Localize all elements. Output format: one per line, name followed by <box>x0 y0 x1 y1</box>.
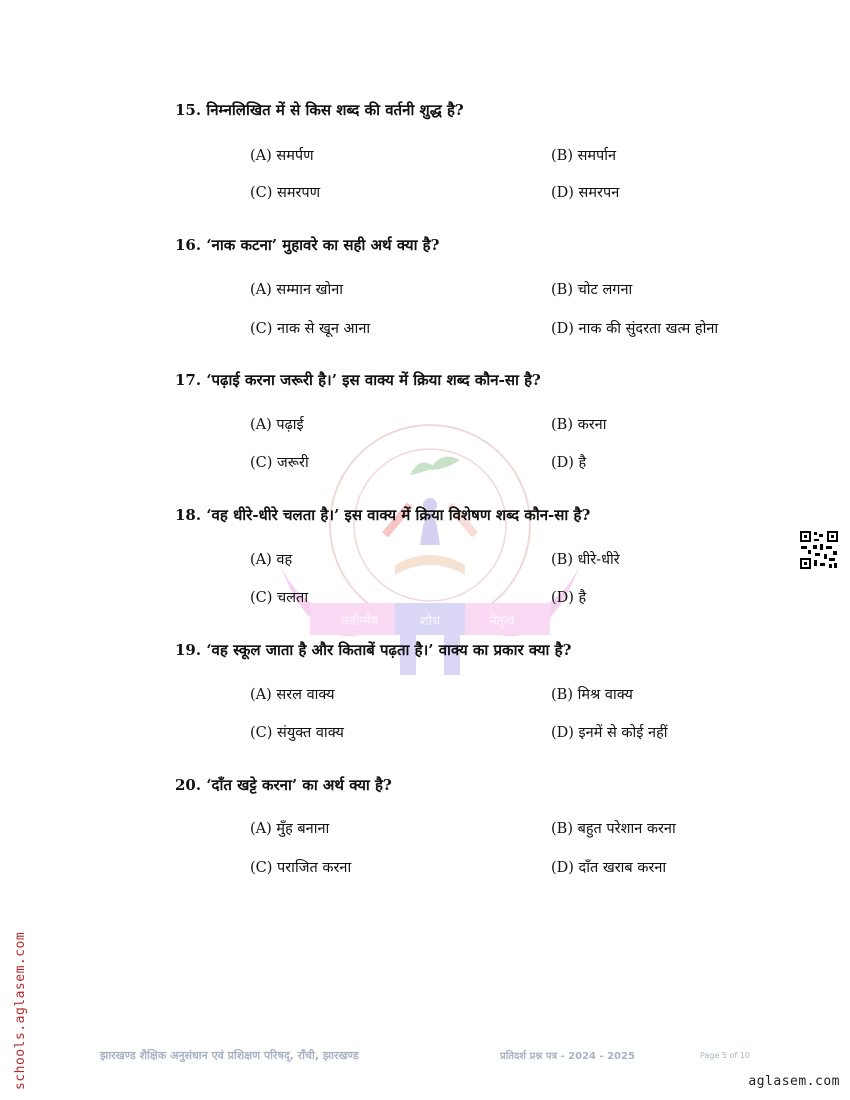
q18-option-b: (B) धीरे-धीरे <box>551 552 620 568</box>
question-16: 16. ‘नाक कटना’ मुहावरे का सही अर्थ क्या है? <box>175 236 440 254</box>
side-watermark-url: schools.aglasem.com <box>13 931 28 1090</box>
q18-option-a: (A) वह <box>250 552 293 568</box>
question-17: 17. ‘पढ़ाई करना जरूरी है।’ इस वाक्य में क्रिया शब्द कौन-सा है? <box>175 371 541 389</box>
qr-code-icon[interactable] <box>799 530 839 570</box>
q15-option-d: (D) समरपन <box>551 185 620 201</box>
q17-option-b: (B) करना <box>551 417 607 433</box>
site-watermark: aglasem.com <box>748 1074 840 1089</box>
footer-council-name: झारखण्ड शैक्षिक अनुसंधान एवं प्रशिक्षण परिषद्, राँची, झारखण्ड <box>100 1049 359 1062</box>
q20-option-d: (D) दाँत खराब करना <box>551 860 667 876</box>
q20-option-c: (C) पराजित करना <box>250 860 352 876</box>
q15-option-a: (A) समर्पण <box>250 148 314 164</box>
q19-option-c: (C) संयुक्त वाक्य <box>250 725 344 741</box>
question-19: 19. ‘वह स्कूल जाता है और किताबें पढ़ता है।’ वाक्य का प्रकार क्या है? <box>175 641 572 659</box>
q18-option-d: (D) है <box>551 590 587 606</box>
q16-option-d: (D) नाक की सुंदरता खत्म होना <box>551 321 719 337</box>
q16-option-a: (A) सम्मान खोना <box>250 282 344 298</box>
q18-option-c: (C) चलता <box>250 590 309 606</box>
q17-option-c: (C) जरूरी <box>250 455 309 471</box>
q19-option-b: (B) मिश्र वाक्य <box>551 687 633 703</box>
watermark-banner-mid: शोध <box>419 614 441 629</box>
question-15: 15. निम्नलिखित में से किस शब्द की वर्तनी शुद्ध है? <box>175 101 464 119</box>
question-18: 18. ‘वह धीरे-धीरे चलता है।’ इस वाक्य में क्रिया विशेषण शब्द कौन-सा है? <box>175 506 591 524</box>
footer-page-number: Page 5 of 10 <box>700 1051 750 1060</box>
watermark-banner-right: नेतृत्व <box>489 614 515 629</box>
q16-option-c: (C) नाक से खून आना <box>250 321 371 337</box>
q19-option-a: (A) सरल वाक्य <box>250 687 335 703</box>
q20-option-b: (B) बहुत परेशान करना <box>551 821 676 837</box>
q15-option-b: (B) समर्पान <box>551 148 617 164</box>
q17-option-a: (A) पढ़ाई <box>250 417 304 433</box>
q17-option-d: (D) है <box>551 455 587 471</box>
q19-option-d: (D) इनमें से कोई नहीं <box>551 725 668 741</box>
q16-option-b: (B) चोट लगना <box>551 282 633 298</box>
question-20: 20. ‘दाँत खट्टे करना’ का अर्थ क्या है? <box>175 776 392 794</box>
watermark-banner-left: नवोन्मेष <box>341 614 379 629</box>
q15-option-c: (C) समरपण <box>250 185 321 201</box>
q20-option-a: (A) मुँह बनाना <box>250 821 330 837</box>
footer-paper-title: प्रतिदर्श प्रश्न पत्र - 2024 - 2025 <box>500 1051 635 1062</box>
